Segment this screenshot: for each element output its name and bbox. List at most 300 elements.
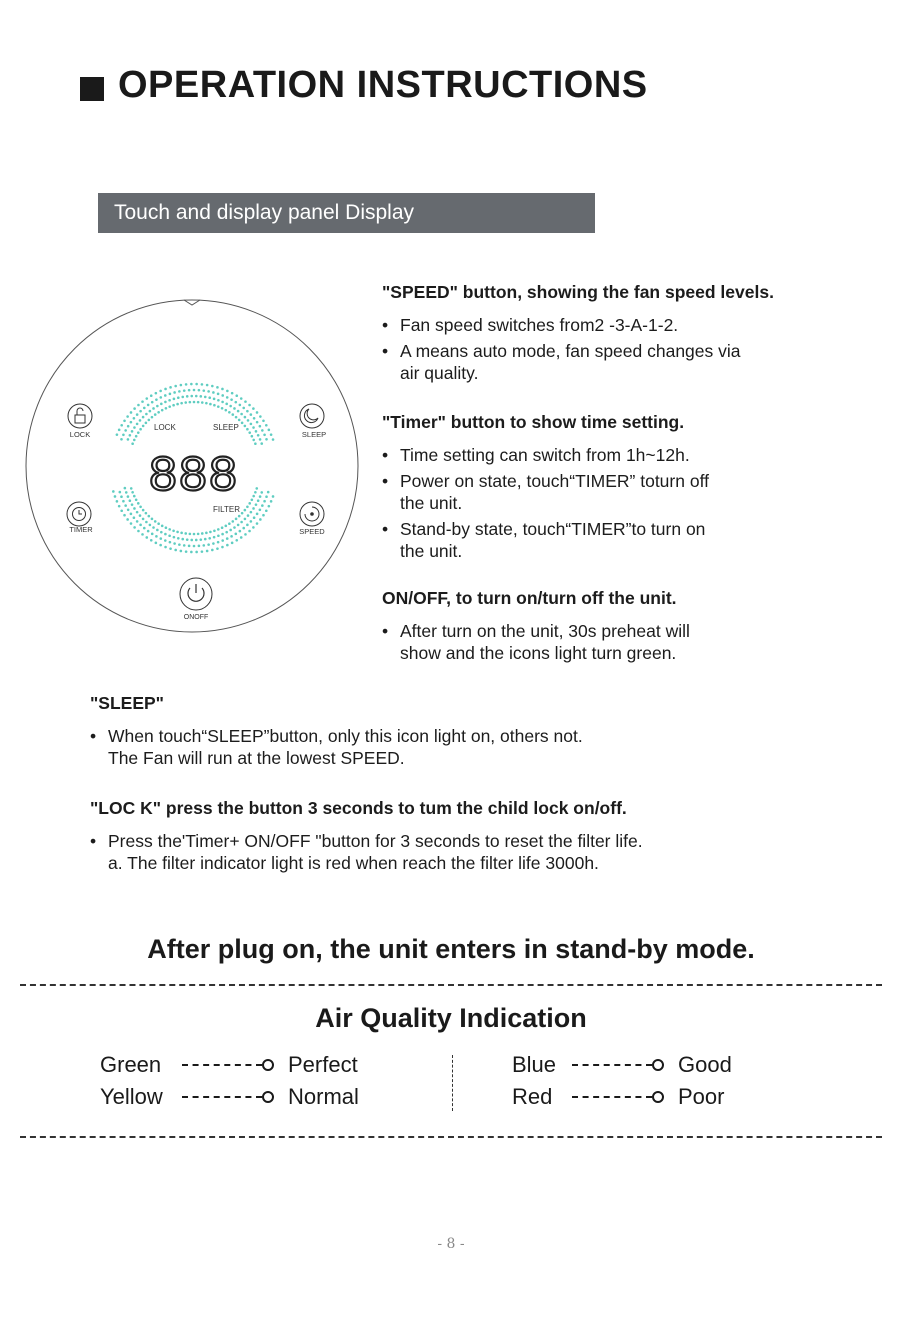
speed-label: SPEED — [299, 527, 325, 536]
led-dot — [127, 495, 130, 498]
led-dot — [126, 518, 129, 521]
led-dot — [165, 526, 168, 529]
dashed-leader — [572, 1096, 652, 1098]
led-dot — [238, 515, 241, 518]
led-dot — [237, 410, 240, 413]
led-dot — [229, 529, 232, 532]
led-dot — [151, 401, 154, 404]
led-dot — [256, 411, 259, 414]
led-dot — [213, 529, 216, 532]
led-dot — [190, 383, 193, 386]
led-dot — [124, 504, 127, 507]
led-dot — [133, 417, 136, 420]
led-dot — [147, 404, 150, 407]
led-dot — [240, 521, 243, 524]
list-item: • Stand-by state, touch“TIMER”to turn on the unit. — [382, 518, 882, 562]
led-dot — [142, 518, 145, 521]
led-dot — [151, 416, 154, 419]
led-dot — [145, 413, 148, 416]
aq-row-blue: Blue Good — [512, 1052, 732, 1077]
led-dot — [143, 407, 146, 410]
led-dot — [259, 415, 262, 418]
led-dot — [180, 402, 183, 405]
led-dot — [195, 395, 198, 398]
led-dot — [189, 533, 192, 536]
led-dot — [256, 421, 259, 424]
led-dot — [180, 384, 183, 387]
led-dot — [241, 512, 244, 515]
led-dot — [148, 419, 151, 422]
led-dot — [198, 389, 201, 392]
led-dot — [131, 503, 134, 506]
circle-marker-icon — [652, 1091, 664, 1103]
led-dot — [168, 534, 171, 537]
speed-bullets — [382, 314, 882, 384]
led-dot — [150, 539, 153, 542]
led-dot — [213, 536, 216, 539]
led-dot — [190, 395, 193, 398]
led-dot — [265, 495, 268, 498]
led-dot — [148, 515, 151, 518]
speed-heading: "SPEED" button, showing the fan speed levels. — [382, 282, 774, 302]
led-dot — [130, 487, 133, 490]
led-dot — [126, 415, 129, 418]
timer-label: TIMER — [69, 525, 93, 534]
led-dot — [235, 539, 238, 542]
led-dot — [149, 410, 152, 413]
led-dot — [164, 394, 167, 397]
led-dot — [151, 533, 154, 536]
led-dot — [164, 546, 167, 549]
led-dot — [216, 547, 219, 550]
led-dot — [161, 525, 164, 528]
led-dot — [136, 511, 139, 514]
led-dot — [133, 495, 136, 498]
led-dot — [252, 495, 255, 498]
led-dot — [226, 537, 229, 540]
led-dot — [178, 390, 181, 393]
led-dot — [147, 530, 150, 533]
led-dot — [231, 413, 234, 416]
led-dot — [118, 505, 121, 508]
led-dot — [156, 529, 159, 532]
led-dot — [213, 398, 216, 401]
page-title: OPERATION INSTRUCTIONS — [118, 64, 648, 106]
page-number: - 8 - — [437, 1236, 465, 1252]
led-dot — [240, 536, 243, 539]
led-dot — [159, 396, 162, 399]
led-dot — [119, 491, 122, 494]
led-dot — [260, 442, 263, 445]
led-dot — [127, 438, 130, 441]
led-dot — [231, 392, 234, 395]
led-dot — [260, 491, 263, 494]
led-dot — [123, 419, 126, 422]
led-dot — [169, 547, 172, 550]
lock-heading: "LOC K" press the button 3 seconds to tum the child lock on/off. — [90, 798, 627, 818]
led-dot — [241, 422, 244, 425]
led-dot — [168, 405, 171, 408]
led-dot — [262, 419, 265, 422]
led-dot — [255, 503, 258, 506]
led-dot — [217, 541, 220, 544]
led-dot — [270, 500, 273, 503]
led-dot — [221, 533, 224, 536]
led-dot — [155, 398, 158, 401]
led-dot — [225, 403, 228, 406]
led-dot — [195, 539, 198, 542]
led-dot — [272, 495, 275, 498]
led-dot — [130, 522, 133, 525]
list-item: • Fan speed switches from2 -3-A-1-2. — [382, 314, 882, 336]
led-dot — [252, 507, 255, 510]
segment-display: 888 — [147, 449, 239, 506]
led-dot — [270, 433, 273, 436]
control-panel-illustration — [22, 296, 362, 642]
led-dot — [207, 390, 210, 393]
led-dot — [137, 530, 140, 533]
list-item: • Power on state, touch“TIMER” toturn off the unit. — [382, 470, 882, 514]
led-dot — [211, 549, 214, 552]
led-dot — [142, 509, 145, 512]
led-dot — [112, 490, 115, 493]
led-dot — [263, 433, 266, 436]
led-dot — [251, 435, 254, 438]
led-dot — [185, 383, 188, 386]
led-dot — [252, 439, 255, 442]
led-dot — [161, 409, 164, 412]
led-dot — [177, 537, 180, 540]
led-dot — [246, 524, 249, 527]
fan-icon — [305, 507, 319, 521]
led-dot — [145, 521, 148, 524]
dashed-leader — [572, 1064, 652, 1066]
lock-button[interactable] — [68, 404, 92, 439]
power-button[interactable] — [180, 578, 212, 621]
led-dot — [139, 524, 142, 527]
led-dot — [172, 529, 175, 532]
led-dot — [174, 549, 177, 552]
led-dot — [190, 539, 193, 542]
led-dot — [123, 514, 126, 517]
led-dot — [221, 407, 224, 410]
aq-row-red: Red Poor — [512, 1084, 725, 1109]
led-dot — [185, 550, 188, 553]
led-dot — [254, 442, 257, 445]
led-dot — [208, 537, 211, 540]
led-dot — [165, 407, 168, 410]
led-dot — [208, 396, 211, 399]
led-dot — [235, 518, 238, 521]
led-dot — [154, 413, 157, 416]
led-dot — [125, 491, 128, 494]
led-dot — [231, 520, 234, 523]
led-dot — [188, 389, 191, 392]
led-dot — [145, 512, 148, 515]
led-dot — [151, 518, 154, 521]
led-dot — [193, 533, 196, 536]
air-quality-right-column — [512, 1050, 732, 1112]
sleep-button[interactable] — [300, 404, 326, 439]
led-dot — [237, 524, 240, 527]
led-dot — [225, 409, 228, 412]
led-dot — [199, 395, 202, 398]
led-dot — [173, 542, 176, 545]
led-dot — [120, 509, 123, 512]
led-dot — [189, 401, 192, 404]
led-dot — [206, 384, 209, 387]
led-dot — [193, 545, 196, 548]
timer-heading: "Timer" button to show time setting. — [382, 412, 685, 432]
led-dot — [139, 428, 142, 431]
led-dot — [221, 394, 224, 397]
led-dot — [255, 487, 258, 490]
led-dot — [164, 388, 167, 391]
led-dot — [250, 423, 253, 426]
led-dot — [255, 430, 258, 433]
led-dot — [242, 407, 245, 410]
led-dot — [231, 542, 234, 545]
led-dot — [124, 429, 127, 432]
column-divider — [452, 1055, 453, 1111]
led-dot — [244, 518, 247, 521]
moon-icon — [304, 409, 318, 423]
led-dot — [136, 413, 139, 416]
led-dot — [195, 383, 198, 386]
divider-top — [20, 984, 882, 986]
timer-button[interactable] — [67, 502, 93, 534]
led-dot — [221, 526, 224, 529]
led-dot — [246, 428, 249, 431]
onoff-label: ONOFF — [183, 614, 209, 621]
led-dot — [155, 535, 158, 538]
led-dot — [257, 434, 260, 437]
led-dot — [159, 544, 162, 547]
led-dot — [129, 434, 132, 437]
led-dot — [198, 545, 201, 548]
led-dot — [168, 528, 171, 531]
led-dot — [199, 538, 202, 541]
led-dot — [169, 386, 172, 389]
led-dot — [265, 509, 268, 512]
circle-marker-icon — [262, 1059, 274, 1071]
led-dot — [164, 533, 167, 536]
list-item: • Time setting can switch from 1h~12h. — [382, 444, 882, 466]
led-dot — [122, 500, 125, 503]
led-dot — [244, 533, 247, 536]
speed-button[interactable] — [299, 502, 325, 536]
led-dot — [252, 407, 255, 410]
led-dot — [122, 433, 125, 436]
inner-filter-label: FILTER — [213, 505, 240, 514]
sleep-section — [90, 693, 870, 773]
led-dot — [212, 542, 215, 545]
led-dot — [256, 522, 259, 525]
led-dot — [213, 404, 216, 407]
led-dot — [197, 533, 200, 536]
led-dot — [261, 429, 264, 432]
led-dot — [168, 399, 171, 402]
led-dot — [173, 391, 176, 394]
led-dot — [157, 522, 160, 525]
led-dot — [217, 405, 220, 408]
led-dot — [133, 507, 136, 510]
led-dot — [239, 404, 242, 407]
led-dot — [225, 525, 228, 528]
led-dot — [259, 518, 262, 521]
led-dot — [254, 491, 257, 494]
led-dot — [169, 541, 172, 544]
led-dot — [176, 531, 179, 534]
led-dot — [130, 421, 133, 424]
led-dot — [131, 442, 134, 445]
led-dot — [183, 544, 186, 547]
aq-row-green: Green Perfect — [100, 1052, 358, 1077]
led-dot — [201, 532, 204, 535]
lock-label: LOCK — [69, 430, 91, 439]
led-dot — [160, 403, 163, 406]
led-dot — [217, 528, 220, 531]
led-dot — [205, 402, 208, 405]
list-item: • When touch“SLEEP”button, only this icon light on, others not. The Fan will run at the lowest SPEED. — [90, 725, 870, 769]
led-dot — [248, 404, 251, 407]
led-dot — [114, 495, 117, 498]
led-dot — [177, 396, 180, 399]
led-dot — [172, 404, 175, 407]
led-dot — [230, 535, 233, 538]
led-dot — [139, 514, 142, 517]
led-dot — [120, 424, 123, 427]
section-title-bar: Touch and display panel Display — [98, 193, 595, 233]
led-dot — [156, 405, 159, 408]
clock-icon — [73, 508, 86, 521]
led-dot — [228, 522, 231, 525]
led-dot — [207, 543, 210, 546]
led-dot — [180, 550, 183, 553]
led-dot — [259, 508, 262, 511]
led-dot — [248, 530, 251, 533]
led-dot — [131, 430, 134, 433]
led-dot — [221, 388, 224, 391]
led-dot — [235, 416, 238, 419]
list-item: • A means auto mode, fan speed changes via air quality. — [382, 340, 882, 384]
led-dot — [240, 413, 243, 416]
sleep-heading: "SLEEP" — [90, 693, 164, 713]
inner-sleep-label: SLEEP — [213, 423, 239, 432]
sleep-label: SLEEP — [301, 430, 327, 439]
led-dot — [252, 526, 255, 529]
inner-lock-label: LOCK — [154, 423, 176, 432]
led-dot — [257, 499, 260, 502]
led-dot — [142, 416, 145, 419]
led-dot — [244, 400, 247, 403]
led-dot — [240, 397, 243, 400]
led-dot — [217, 399, 220, 402]
speed-section — [382, 282, 882, 388]
led-dot — [118, 429, 121, 432]
led-dot — [216, 386, 219, 389]
led-dot — [202, 544, 205, 547]
lock-icon — [75, 408, 85, 423]
led-dot — [127, 425, 130, 428]
led-dot — [133, 407, 136, 410]
led-dot — [145, 422, 148, 425]
page-title-row — [80, 64, 648, 107]
led-dot — [190, 551, 193, 554]
circle-marker-icon — [652, 1059, 664, 1071]
led-dot — [145, 397, 148, 400]
led-dot — [184, 401, 187, 404]
led-dot — [253, 417, 256, 420]
led-dot — [242, 527, 245, 530]
led-dot — [251, 499, 254, 502]
led-dot — [145, 536, 148, 539]
led-dot — [252, 426, 255, 429]
led-dot — [164, 539, 167, 542]
led-dot — [169, 393, 172, 396]
led-dot — [141, 400, 144, 403]
led-dot — [204, 396, 207, 399]
led-dot — [143, 527, 146, 530]
led-dot — [124, 487, 127, 490]
onoff-bullets — [382, 620, 882, 664]
led-dot — [136, 520, 139, 523]
led-dot — [120, 438, 123, 441]
led-dot — [142, 425, 145, 428]
led-dot — [178, 543, 181, 546]
standby-note: After plug on, the unit enters in stand-by mode. — [147, 934, 755, 964]
led-dot — [173, 398, 176, 401]
led-dot — [186, 538, 189, 541]
led-dot — [174, 385, 177, 388]
led-dot — [246, 505, 249, 508]
led-dot — [261, 504, 264, 507]
led-dot — [137, 431, 140, 434]
led-dot — [136, 423, 139, 426]
led-dot — [250, 413, 253, 416]
led-dot — [268, 429, 271, 432]
led-dot — [159, 390, 162, 393]
led-dot — [272, 438, 275, 441]
led-dot — [193, 401, 196, 404]
led-dot — [221, 539, 224, 542]
led-dot — [176, 403, 179, 406]
led-dot — [230, 398, 233, 401]
led-dot — [183, 389, 186, 392]
led-dot — [155, 542, 158, 545]
aq-row-yellow: Yellow Normal — [100, 1084, 359, 1109]
led-dot — [234, 401, 237, 404]
led-dot — [256, 513, 259, 516]
led-dot — [193, 389, 196, 392]
led-dot — [157, 411, 160, 414]
led-dot — [201, 401, 204, 404]
led-dot — [268, 505, 271, 508]
led-dot — [129, 499, 132, 502]
led-dot — [206, 550, 209, 553]
led-dot — [226, 390, 229, 393]
led-dot — [184, 532, 187, 535]
onoff-heading: ON/OFF, to turn on/turn off the unit. — [382, 588, 677, 608]
led-dot — [262, 514, 265, 517]
led-dot — [244, 509, 247, 512]
led-dot — [180, 532, 183, 535]
led-dot — [239, 530, 242, 533]
led-dot — [259, 495, 262, 498]
led-dot — [139, 410, 142, 413]
led-dot — [133, 526, 136, 529]
led-dot — [127, 508, 130, 511]
